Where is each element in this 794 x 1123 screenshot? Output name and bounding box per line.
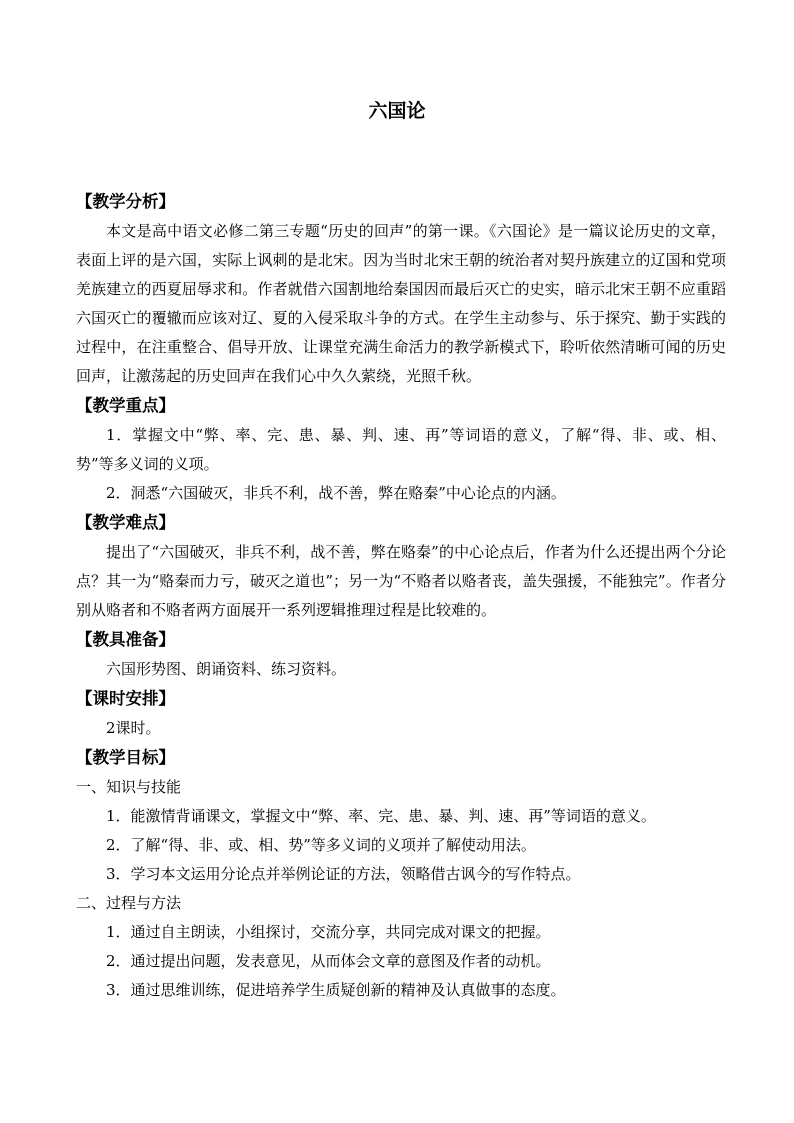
materials-text: 六国形势图、朗诵资料、练习资料。: [106, 660, 347, 678]
objectives-section-title: 一、知识与技能: [76, 778, 182, 796]
objective-item: 3．学习本文运用分论点并举例论证的方法，领略借古讽今的写作特点。: [106, 865, 581, 883]
schedule-text: 2课时。: [106, 719, 161, 737]
objective-item: 2．了解“得、非、或、相、势”等多义词的义项并了解使动用法。: [106, 836, 536, 854]
analysis-heading: 【教学分析】: [76, 192, 175, 211]
objective-item: 2．通过提出问题，发表意见，从而体会文章的意图及作者的动机。: [106, 952, 551, 970]
key-point-item: 1．掌握文中“弊、率、完、患、暴、判、速、再”等词语的意义，了解“得、非、或、相、势”等多义词的义项。: [76, 426, 726, 473]
schedule-heading: 【课时安排】: [76, 689, 175, 708]
materials-heading: 【教具准备】: [76, 630, 175, 649]
key-point-item: 2．洞悉“六国破灭，非兵不利，战不善，弊在赂秦”中心论点的内涵。: [106, 484, 566, 502]
document-body: [76, 187, 726, 1005]
objectives-section-title: 二、过程与方法: [76, 894, 182, 912]
objective-item: 1．能激情背诵课文，掌握文中“弊、率、完、患、暴、判、速、再”等词语的意义。: [106, 807, 656, 825]
document-title: 六国论: [368, 100, 426, 122]
difficulties-heading: 【教学难点】: [76, 513, 175, 532]
analysis-text: 本文是高中语文必修二第三专题“历史的回声”的第一课。《六国论》是一篇议论历史的文章，表面上评的是六国，实际上讽刺的是北宋。因为当时北宋王朝的统治者对契丹族建立的辽国和党项羌族建立的西夏屈辱求和。作者就借六国割地给秦国因而最后灭亡的史实，暗示北宋王朝不应重蹈六国灭亡的覆辙而应该对辽、夏的入侵采取斗争的方式。在学生主动参与、乐于探究、勤于实践的过程中，在注重整合、倡导开放、让课堂充满生命活力的教学新模式下，聆听依然清晰可闻的历史回声，让激荡起的历史回声在我们心中久久萦绕，光照千秋。: [76, 222, 726, 385]
key-points-heading: 【教学重点】: [76, 396, 175, 415]
objective-item: 3．通过思维训练，促进培养学生质疑创新的精神及认真做事的态度。: [106, 981, 566, 999]
objective-item: 1．通过自主朗读，小组探讨，交流分享，共同完成对课文的把握。: [106, 923, 551, 941]
difficulties-text: 提出了“六国破灭，非兵不利，战不善，弊在赂秦”的中心论点后，作者为什么还提出两个分论点？其一为“赂秦而力亏，破灭之道也”；另一为“不赂者以赂者丧，盖失强援，不能独完”。作者分别从赂者和不赂者两方面展开一系列逻辑推理过程是比较难的。: [76, 543, 726, 619]
objectives-heading: 【教学目标】: [76, 748, 175, 767]
